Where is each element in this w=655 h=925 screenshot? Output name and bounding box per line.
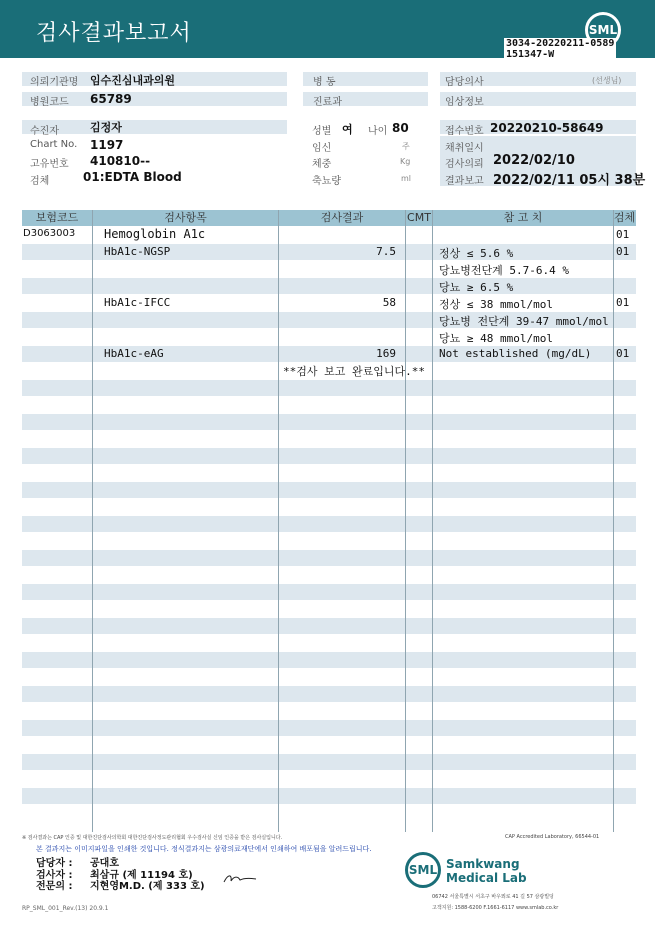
col-divider bbox=[278, 210, 279, 832]
request-value: 2022/02/10 bbox=[493, 153, 575, 168]
cap-note: CAP Accredited Laboratory, 66544-01 bbox=[505, 834, 600, 840]
th-cmt: CMT bbox=[407, 211, 431, 224]
sex-label: 성별 bbox=[312, 126, 332, 137]
id-label: 고유번호 bbox=[30, 159, 69, 170]
person1-label: 담당자 : bbox=[36, 858, 73, 869]
col-divider bbox=[613, 210, 614, 832]
th-spec: 검체 bbox=[613, 211, 636, 224]
th-code: 보험코드 bbox=[35, 211, 79, 224]
company-address: 06742 서울특별시 서초구 바우뫼로 41 길 57 삼광빌딩 bbox=[432, 894, 554, 900]
row-result: 7.5 bbox=[376, 245, 396, 258]
patient-name: 김정자 bbox=[90, 121, 122, 134]
col-divider bbox=[432, 210, 433, 832]
collect-label: 채취일시 bbox=[445, 143, 484, 154]
hospital-label: 의뢰기관명 bbox=[30, 77, 79, 88]
row-spec: 01 bbox=[616, 347, 630, 360]
specimen-value: 01:EDTA Blood bbox=[83, 170, 182, 184]
preg-label: 임신 bbox=[312, 143, 332, 154]
row-ref: 당뇨병 전단계 39-47 mmol/mol bbox=[439, 315, 609, 328]
fine-print: ※ 검사결과는 CAP 인증 및 대한진단검사의학회 대한진단검사정도관리협회 우수검사실 신임 인증을 받은 검사실입니다. bbox=[22, 835, 283, 841]
row-result: 169 bbox=[376, 347, 396, 360]
urine-unit: ml bbox=[401, 174, 412, 183]
row-spec: 01 bbox=[616, 228, 630, 241]
row-item: Hemoglobin A1c bbox=[104, 227, 206, 241]
blue-note: 본 결과지는 이미지파일을 인쇄한 것입니다. 정식결과지는 삼광의료재단에서 인쇄하여 배포됨을 알려드립니다. bbox=[36, 845, 372, 853]
row-code: D3063003 bbox=[23, 228, 76, 239]
sml-logo-icon: SML bbox=[585, 12, 621, 48]
th-ref: 참 고 치 bbox=[503, 211, 543, 224]
request-label: 검사의뢰 bbox=[445, 159, 484, 170]
report-label: 결과보고 bbox=[445, 176, 484, 187]
person3-label: 전문의 : bbox=[36, 881, 73, 892]
hospcode-label: 병원코드 bbox=[30, 97, 69, 108]
row-ref: Not established (mg/dL) bbox=[439, 347, 592, 360]
company-contact: 고객지원: 1588-6200 F.1661-6117 www.smlab.co.kr bbox=[432, 905, 559, 911]
row-ref: 당뇨병전단계 5.7-6.4 % bbox=[439, 264, 569, 277]
report-id-line2: 151347-W bbox=[506, 49, 555, 60]
person1-name: 공대호 bbox=[90, 858, 119, 869]
weight-label: 체중 bbox=[312, 159, 332, 170]
sex-value: 여 bbox=[342, 123, 353, 136]
company-line2: Medical Lab bbox=[446, 871, 527, 885]
row-item: HbA1c-IFCC bbox=[104, 296, 171, 309]
row-ref: 정상 ≤ 5.6 % bbox=[439, 247, 514, 260]
person2-label: 검사자 : bbox=[36, 870, 73, 881]
receipt-value: 20220210-58649 bbox=[490, 121, 604, 135]
age-label: 나이 bbox=[368, 126, 388, 137]
person2-name: 최삼규 (제 11194 호) bbox=[90, 870, 193, 881]
hospcode-value: 65789 bbox=[90, 92, 132, 106]
receipt-label: 접수번호 bbox=[445, 126, 484, 137]
col-divider bbox=[92, 210, 93, 832]
chart-label: Chart No. bbox=[30, 139, 78, 150]
doctor-label: 담당의사 bbox=[445, 77, 484, 88]
person3-name: 지현영M.D. (제 333 호) bbox=[90, 881, 205, 892]
row-spec: 01 bbox=[616, 296, 630, 309]
th-result: 검사결과 bbox=[320, 211, 364, 224]
report-id bbox=[504, 38, 616, 60]
chart-value: 1197 bbox=[90, 138, 124, 152]
patient-label: 수진자 bbox=[30, 126, 59, 137]
th-item: 검사항목 bbox=[164, 211, 207, 224]
row-ref: 당뇨 ≥ 48 mmol/mol bbox=[439, 332, 553, 345]
preg-unit: 주 bbox=[402, 142, 410, 151]
sml-footer-logo-icon: SML bbox=[405, 852, 441, 888]
report-title: 검사결과보고서 bbox=[36, 21, 192, 46]
patient-cell bbox=[22, 120, 287, 134]
row-spec: 01 bbox=[616, 245, 630, 258]
col-divider bbox=[405, 210, 406, 832]
row-result: 58 bbox=[382, 296, 396, 309]
row-item: HbA1c-NGSP bbox=[104, 245, 171, 258]
signature-icon bbox=[222, 872, 258, 886]
dept-label: 진료과 bbox=[313, 97, 342, 108]
specimen-label: 검체 bbox=[30, 176, 50, 187]
row-ref: 정상 ≤ 38 mmol/mol bbox=[439, 298, 553, 311]
id-value: 410810-- bbox=[90, 154, 151, 168]
doctor-note: (선생님) bbox=[592, 76, 622, 85]
report-id-line1: 3034-20220211-0589 bbox=[506, 38, 615, 49]
row-item: HbA1c-eAG bbox=[104, 347, 164, 360]
company-line1: Samkwang bbox=[446, 857, 520, 871]
report-value: 2022/02/11 05시 38분 bbox=[493, 173, 646, 188]
ward-label: 병 동 bbox=[313, 77, 336, 88]
weight-unit: Kg bbox=[400, 157, 411, 166]
table-end-note: **검사 보고 완료입니다.** bbox=[283, 365, 425, 378]
urine-label: 축뇨량 bbox=[312, 176, 341, 187]
row-ref: 당뇨 ≥ 6.5 % bbox=[439, 281, 514, 294]
age-value: 80 bbox=[392, 121, 409, 135]
hospital-name: 임수진심내과의원 bbox=[90, 74, 176, 87]
form-code: RP_SML_001_Rev.(13) 20.9.1 bbox=[22, 905, 109, 912]
clinical-label: 임상정보 bbox=[445, 97, 484, 108]
